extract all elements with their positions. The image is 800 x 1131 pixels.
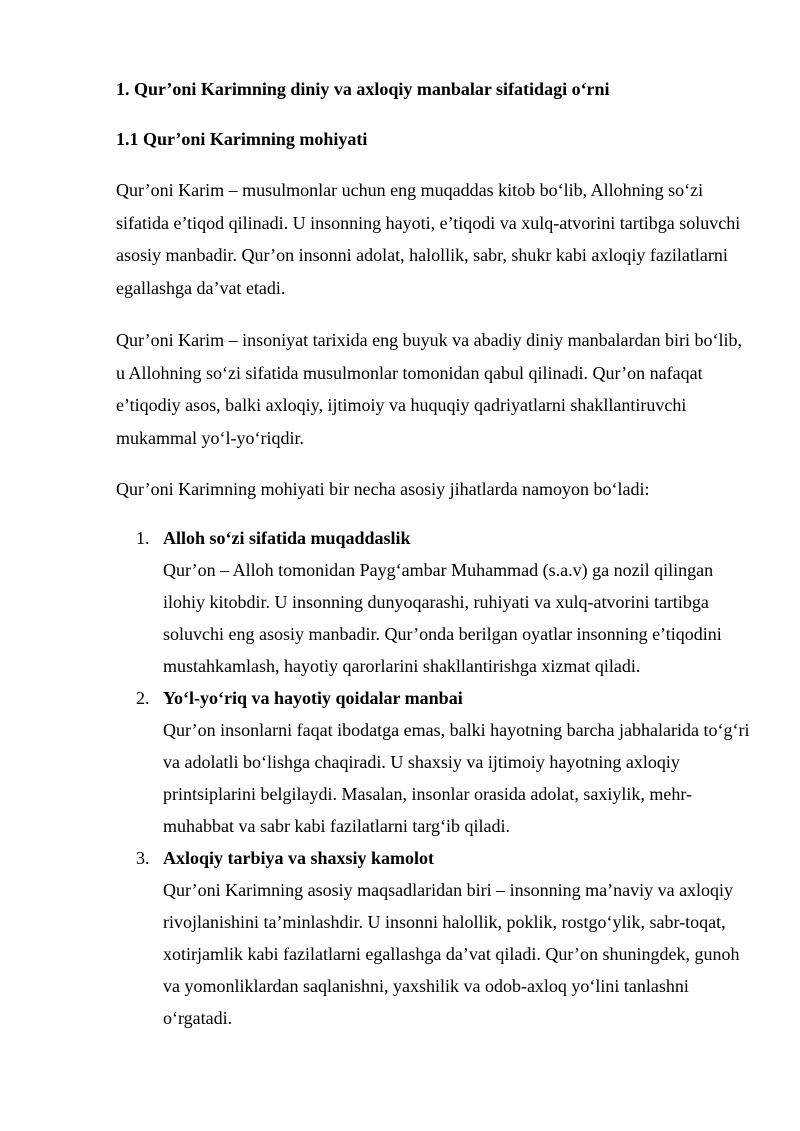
list-item-number: 2. [136,688,150,708]
list-item-title: Axloqiy tarbiya va shaxsiy kamolot [163,848,435,868]
list-item-text: Qur’on insonlarni faqat ibodatga emas, balki hayotning barcha jabhalarida to‘g‘ri va adolatli bo‘lishga chaqiradi. U shaxsiy va ijtimoiy hayotning axloqiy printsiplarini belgilaydi. Masalan, insonlar orasida adolat, saxiylik, mehr-muhabbat va sabr kabi fazilatlarni targ‘ib qiladi. [163,720,750,836]
list-item-number: 3. [136,848,150,868]
paragraph-1: Qur’oni Karim – musulmonlar uchun eng muqaddas kitob bo‘lib, Allohning so‘zi sifatida e’tiqod qilinadi. U insonning hayoti, e’tiqodi va xulq-atvorini tartibga soluvchi asosiy manbadir. Qur’on insonni adolat, halollik, sabr, shukr kabi axloqiy fazilatlarni egallashga da’vat etadi. [116,180,741,298]
list-item [116,522,756,682]
paragraph-2: Qur’oni Karim – insoniyat tarixida eng buyuk va abadiy diniy manbalardan biri bo‘lib, u Allohning so‘zi sifatida musulmonlar tomonidan qabul qilinadi. Qur’on nafaqat e’tiqodiy asos, balki axloqiy, ijtimoiy va huquqiy qadriyatlarni shakllantiruvchi mukammal yo‘l-yo‘riqdir. [116,330,743,448]
list-item [116,842,756,1034]
list-item-text: Qur’oni Karimning asosiy maqsadlaridan biri – insonning ma’naviy va axloqiy rivojlanishini ta’minlashdir. U insonni halollik, poklik, rostgo‘ylik, sabr-toqat, xotirjamlik kabi fazilatlarni egallashga da’vat qiladi. Qur’on shuningdek, gunoh va yomonliklardan saqlanishni, yaxshilik va odob-axloq yo‘lini tanlashni o‘rgatadi. [163,880,740,1028]
section-heading: 1. Qur’oni Karimning diniy va axloqiy manbalar sifatidagi o‘rni [116,79,610,99]
paragraph-3: Qur’oni Karimning mohiyati bir necha asosiy jihatlarda namoyon bo‘ladi: [116,479,650,499]
numbered-list [116,522,756,1034]
list-item-title: Alloh so‘zi sifatida muqaddaslik [163,528,411,548]
list-item-text: Qur’on – Alloh tomonidan Payg‘ambar Muhammad (s.a.v) ga nozil qilingan ilohiy kitobdir. U insonning dunyoqarashi, ruhiyati va xulq-atvorini tartibga soluvchi eng asosiy manbadir. Qur’onda berilgan oyatlar insonning e’tiqodini mustahkamlash, hayotiy qarorlarini shakllantirishga xizmat qiladi. [163,560,722,676]
list-item-title: Yo‘l-yo‘riq va hayotiy qoidalar manbai [163,688,463,708]
subsection-heading: 1.1 Qur’oni Karimning mohiyati [116,129,368,149]
list-item-number: 1. [136,528,150,548]
list-item [116,682,756,842]
